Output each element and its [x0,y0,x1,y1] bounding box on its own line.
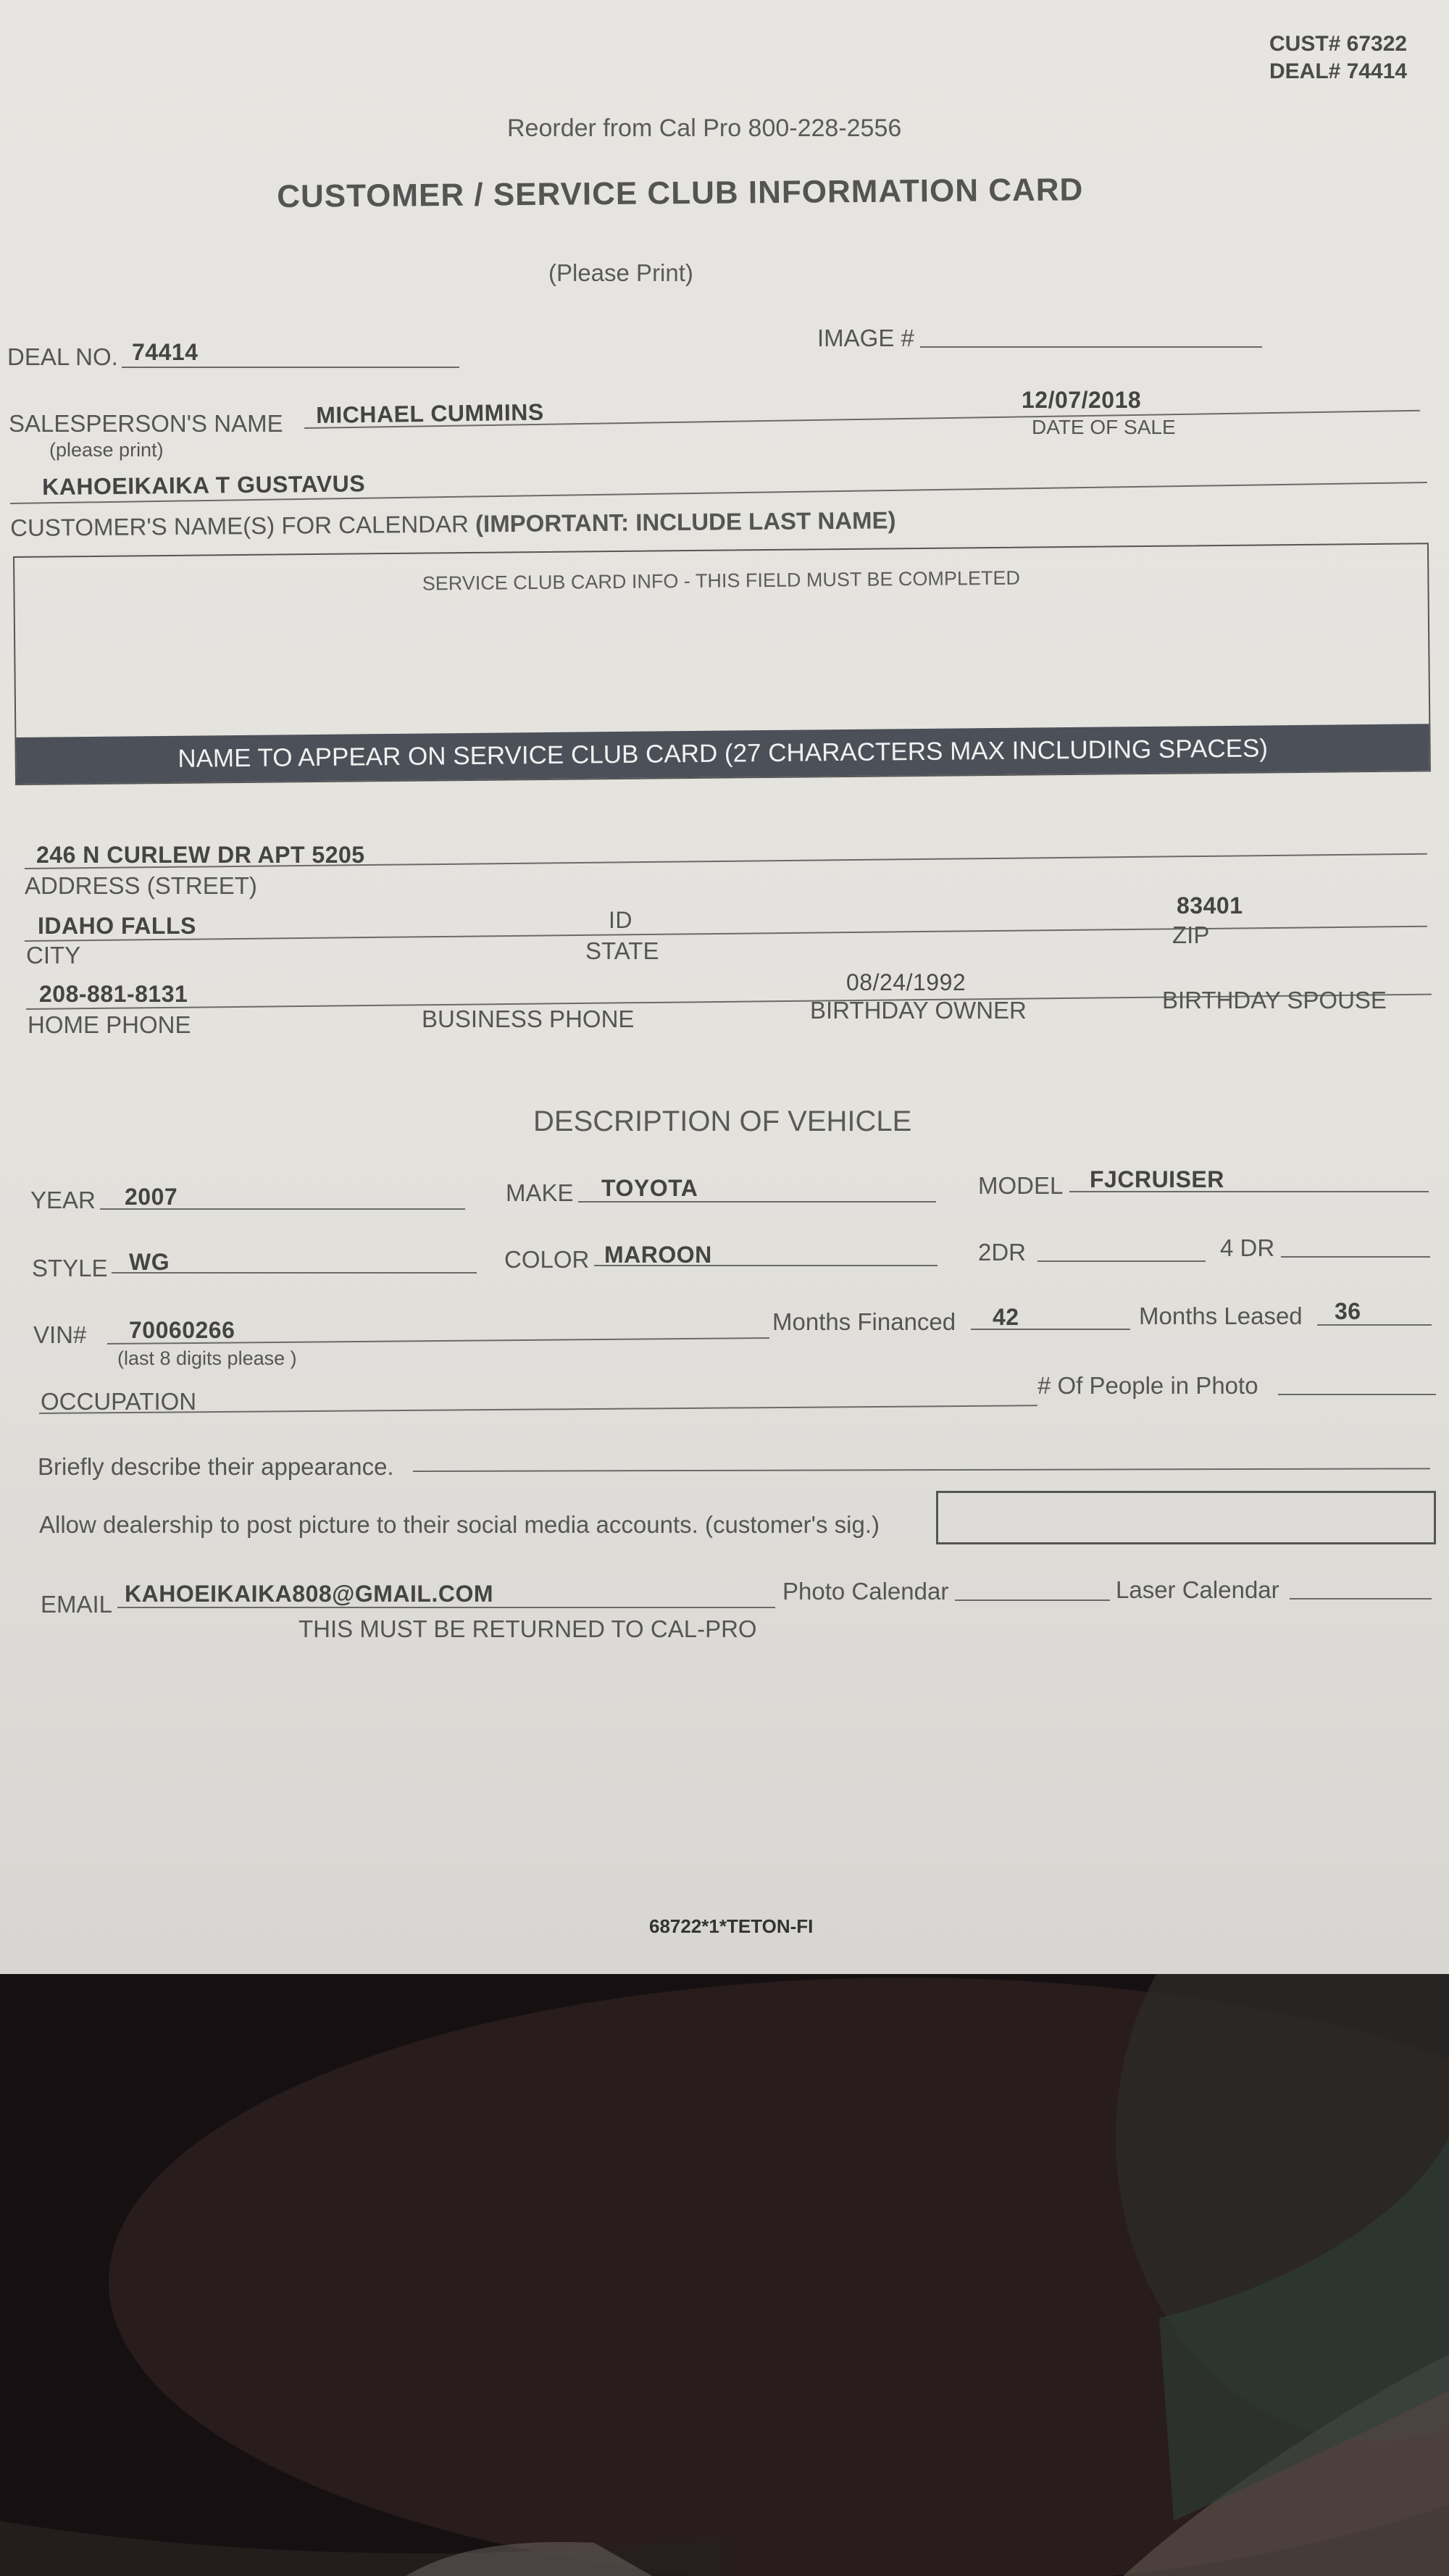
city-label: CITY [26,942,81,969]
make-line [578,1201,936,1203]
deal-number: DEAL# 74414 [1269,59,1408,83]
reorder-text: Reorder from Cal Pro 800-228-2556 [507,114,902,142]
cust-number: CUST# 67322 [1269,32,1408,56]
salesperson-value[interactable]: MICHAEL CUMMINS [315,398,544,428]
photo-calendar-line[interactable] [955,1599,1110,1601]
people-in-photo-label: # Of People in Photo [1037,1372,1258,1399]
vehicle-heading: DESCRIPTION OF VEHICLE [533,1105,912,1137]
vin-note: (last 8 digits please ) [117,1347,297,1369]
two-door-line[interactable] [1037,1260,1206,1262]
social-media-consent-label: Allow dealership to post picture to their social media accounts. (customer's sig.) [39,1511,880,1538]
laser-calendar-label: Laser Calendar [1116,1576,1279,1603]
form-title: CUSTOMER / SERVICE CLUB INFORMATION CARD [276,172,1084,214]
year-value[interactable]: 2007 [125,1184,178,1210]
address-label: ADDRESS (STREET) [25,872,257,899]
email-label: EMAIL [41,1591,113,1618]
months-financed-label: Months Financed [772,1308,956,1335]
make-label: MAKE [506,1179,574,1206]
months-leased-label: Months Leased [1139,1302,1303,1329]
deal-no-line [122,367,459,368]
two-door-label: 2DR [978,1239,1027,1266]
color-label: COLOR [504,1246,590,1273]
months-financed-value[interactable]: 42 [993,1304,1019,1330]
city-state-zip-line [25,926,1427,942]
appearance-line[interactable] [413,1468,1430,1472]
birthday-owner-label: BIRTHDAY OWNER [810,997,1027,1024]
customer-name-label [10,508,896,540]
image-number-label: IMAGE # [817,325,914,351]
image-number-line[interactable] [920,346,1262,348]
color-value[interactable]: MAROON [604,1242,712,1268]
state-label: STATE [585,937,659,964]
people-in-photo-line[interactable] [1278,1394,1436,1395]
months-leased-value[interactable]: 36 [1335,1298,1361,1324]
service-club-card-box[interactable] [13,543,1431,785]
appearance-label: Briefly describe their appearance. [38,1453,394,1480]
style-label: STYLE [32,1255,108,1281]
customer-name-label-text: CUSTOMER'S NAME(S) FOR CALENDAR [9,510,469,541]
business-phone-label: BUSINESS PHONE [422,1005,635,1032]
birthday-owner-value[interactable]: 08/24/1992 [846,969,966,995]
deal-no-label: DEAL NO. [7,343,118,370]
home-phone-label: HOME PHONE [28,1011,191,1038]
service-club-card-name-bar: NAME TO APPEAR ON SERVICE CLUB CARD (27 CHARACTERS MAX INCLUDING SPACES) [16,724,1429,784]
style-value[interactable]: WG [129,1249,170,1275]
photo-calendar-label: Photo Calendar [782,1578,949,1605]
model-value[interactable]: FJCRUISER [1090,1166,1224,1192]
year-label: YEAR [30,1187,96,1213]
model-label: MODEL [978,1172,1064,1199]
address-value[interactable]: 246 N CURLEW DR APT 5205 [36,842,365,868]
birthday-spouse-label: BIRTHDAY SPOUSE [1162,987,1387,1013]
occupation-label[interactable]: OCCUPATION [41,1388,197,1415]
state-value[interactable]: ID [609,907,632,933]
return-note: THIS MUST BE RETURNED TO CAL-PRO [298,1615,757,1642]
vin-value[interactable]: 70060266 [129,1317,235,1343]
four-door-label: 4 DR [1220,1234,1275,1261]
vin-label: VIN# [33,1321,87,1348]
date-of-sale-value[interactable]: 12/07/2018 [1022,387,1142,413]
make-value[interactable]: TOYOTA [601,1175,698,1201]
service-club-card-header: SERVICE CLUB CARD INFO - THIS FIELD MUST BE COMPLETED [422,566,1021,595]
salesperson-sublabel: (please print) [49,439,164,461]
date-of-sale-label: DATE OF SALE [1032,416,1176,438]
four-door-line[interactable] [1281,1256,1430,1258]
zip-label: ZIP [1172,921,1210,948]
zip-value[interactable]: 83401 [1177,892,1243,919]
customer-name-value[interactable]: KAHOEIKAIKA T GUSTAVUS [41,470,366,500]
deal-no-value[interactable]: 74414 [132,339,199,365]
email-value[interactable]: KAHOEIKAIKA808@GMAIL.COM [125,1581,494,1607]
form-subtitle: (Please Print) [548,259,693,286]
months-leased-line [1317,1324,1432,1326]
home-phone-value[interactable]: 208-881-8131 [39,981,188,1007]
customer-name-label-important: (IMPORTANT: INCLUDE LAST NAME) [475,506,896,538]
email-line [117,1607,775,1608]
salesperson-label: SALESPERSON'S NAME [9,410,283,437]
footer-code: 68722*1*TETON-FI [649,1915,814,1937]
laser-calendar-line[interactable] [1290,1598,1432,1599]
city-value[interactable]: IDAHO FALLS [38,913,196,939]
customer-signature-box[interactable] [936,1491,1436,1544]
